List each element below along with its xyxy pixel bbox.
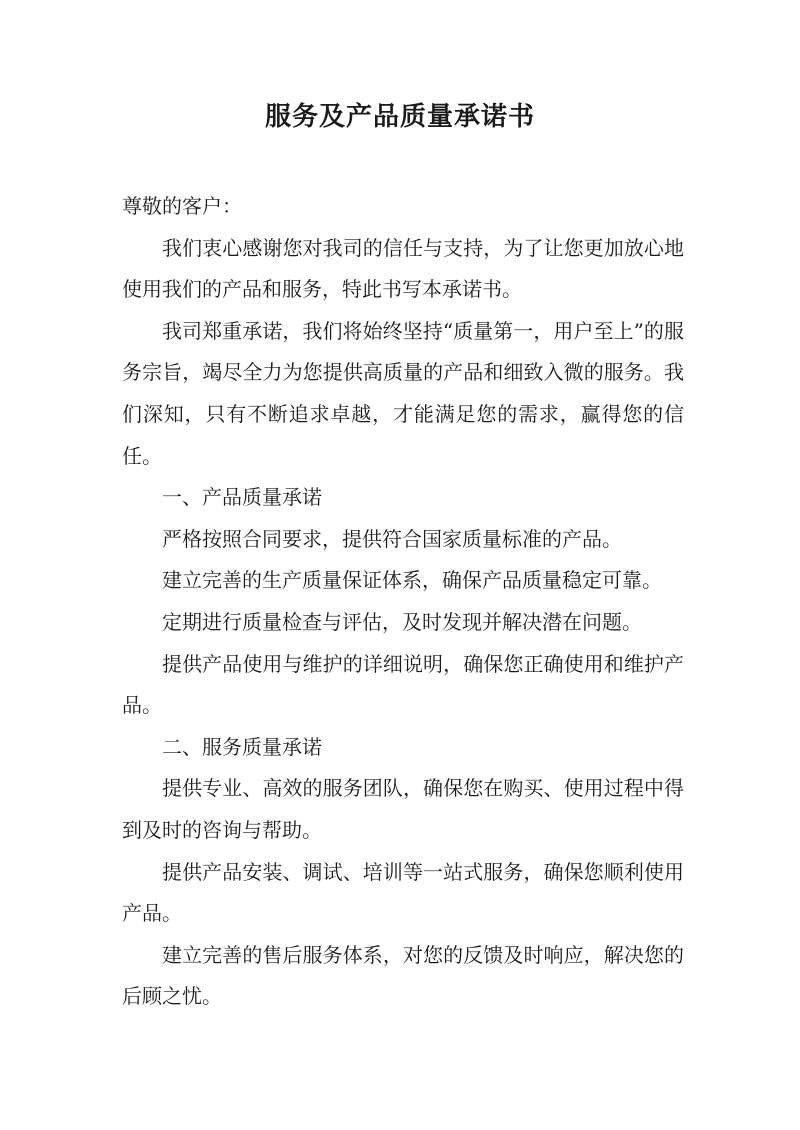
product-item-1: 严格按照合同要求，提供符合国家质量标准的产品。 xyxy=(162,526,622,551)
intro-paragraph: 我们衷心感谢您对我司的信任与支持，为了让您更加放心地使用我们的产品和服务，特此书写本承诺书。 xyxy=(122,235,684,302)
product-item-4: 提供产品使用与维护的详细说明，确保您正确使用和维护产品。 xyxy=(122,651,684,718)
commitment-paragraph: 我司郑重承诺，我们将始终坚持“质量第一，用户至上”的服务宗旨，竭尽全力为您提供高质量的产品和细致入微的服务。我们深知，只有不断追求卓越，才能满足您的需求，赢得您的信任。 xyxy=(122,318,684,468)
section-heading-service: 二、服务质量承诺 xyxy=(162,734,322,759)
product-item-2: 建立完善的生产质量保证体系，确保产品质量稳定可靠。 xyxy=(162,568,662,593)
service-item-3: 建立完善的售后服务体系，对您的反馈及时响应，解决您的后顾之忧。 xyxy=(122,942,684,1009)
document-body xyxy=(122,186,684,1018)
section-heading-product: 一、产品质量承诺 xyxy=(162,485,322,510)
service-item-1: 提供专业、高效的服务团队，确保您在购买、使用过程中得到及时的咨询与帮助。 xyxy=(122,776,684,842)
service-item-2: 提供产品安装、调试、培训等一站式服务，确保您顺利使用产品。 xyxy=(122,859,684,926)
product-item-3: 定期进行质量检查与评估，及时发现并解决潜在问题。 xyxy=(162,609,642,634)
document-title: 服务及产品质量承诺书 xyxy=(264,102,535,132)
greeting: 尊敬的客户： xyxy=(122,194,242,218)
